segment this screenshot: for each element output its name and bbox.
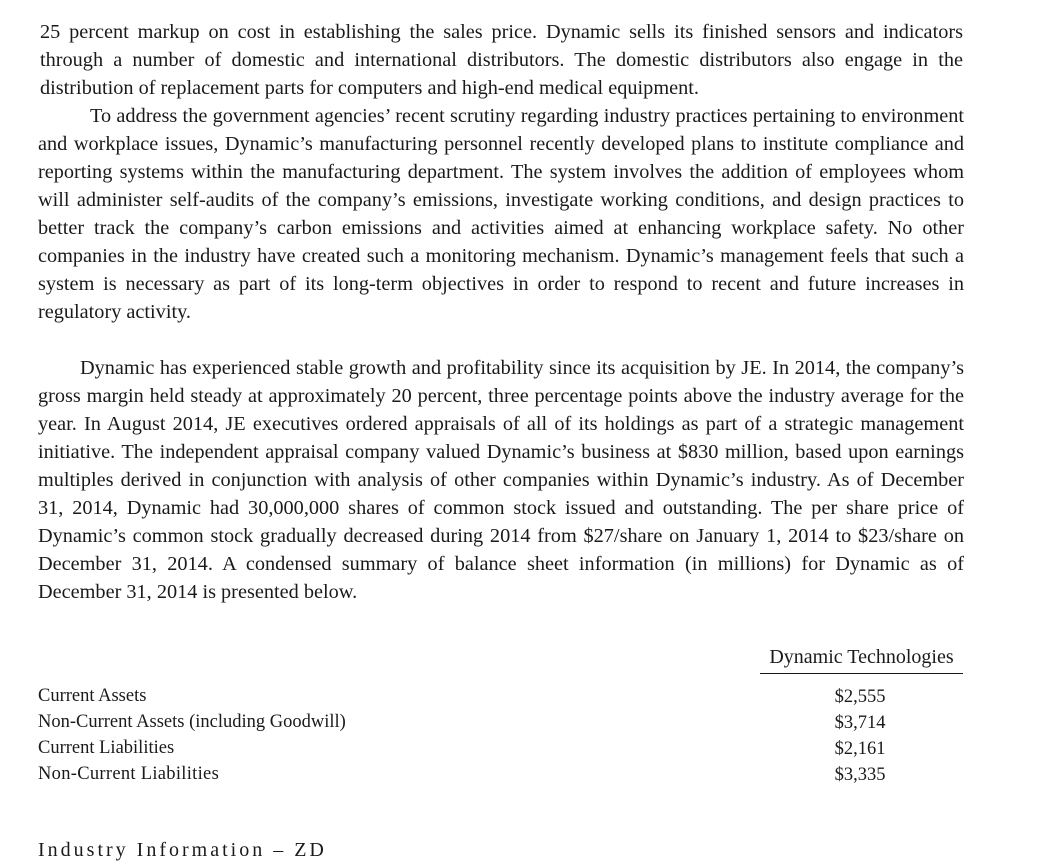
paragraph-compliance-systems: To address the government agencies’ recent scrutiny regarding industry practices pertaining to environment and workplace issues, Dynamic’s manufacturing personnel recently developed plans to institute compliance and reporting systems within the manufacturing department. The system involves the addition of employees whom will administer self-audits of the company’s emissions, investigate working conditions, and design practices to better track the company’s carbon emissions and activities aimed at enhancing workplace safety. No other companies in the industry have created such a monitoring mechanism. Dynamic’s management feels that such a system is necessary as part of its long-term objectives in order to respond to recent and future increases in regulatory activity. [38, 105, 964, 323]
balance-row-value: $3,335 [834, 765, 886, 785]
balance-row-value: $2,555 [834, 687, 886, 707]
balance-row-label: Current Liabilities [38, 738, 175, 758]
next-section-heading-cropped: Industry Information – ZD [38, 839, 327, 861]
balance-row-label: Non-Current Assets (including Goodwill) [38, 712, 346, 732]
balance-row-value: $2,161 [834, 739, 886, 759]
balance-table-column-header: Dynamic Technologies [760, 643, 963, 674]
balance-row-value: $3,714 [834, 713, 886, 733]
balance-row-label: Current Assets [38, 686, 147, 706]
paragraph-growth-and-appraisal: Dynamic has experienced stable growth and profitability since its acquisition by JE. In 2014, the company’s gross margin held steady at approximately 20 percent, three percentage points above the industry average for the year. In August 2014, JE executives ordered appraisals of all of its holdings as part of a strategic management initiative. The independent appraisal company valued Dynamic’s business at $830 million, based upon earnings multiples derived in conjunction with analysis of other companies within Dynamic’s industry. As of December 31, 2014, Dynamic had 30,000,000 shares of common stock issued and outstanding. The per share price of Dynamic’s common stock gradually decreased during 2014 from $27/share on January 1, 2014 to $23/share on December 31, 2014. A condensed summary of balance sheet information (in millions) for Dynamic as of December 31, 2014 is presented below. [38, 357, 964, 603]
balance-row-label: Non-Current Liabilities [38, 764, 220, 784]
paragraph-markup-and-distributors: 25 percent markup on cost in establishing the sales price. Dynamic sells its finished sensors and indicators through a number of domestic and international distributors. The domestic distributors also engage in the distribution of replacement parts for computers and high-end medical equipment. [40, 21, 963, 99]
